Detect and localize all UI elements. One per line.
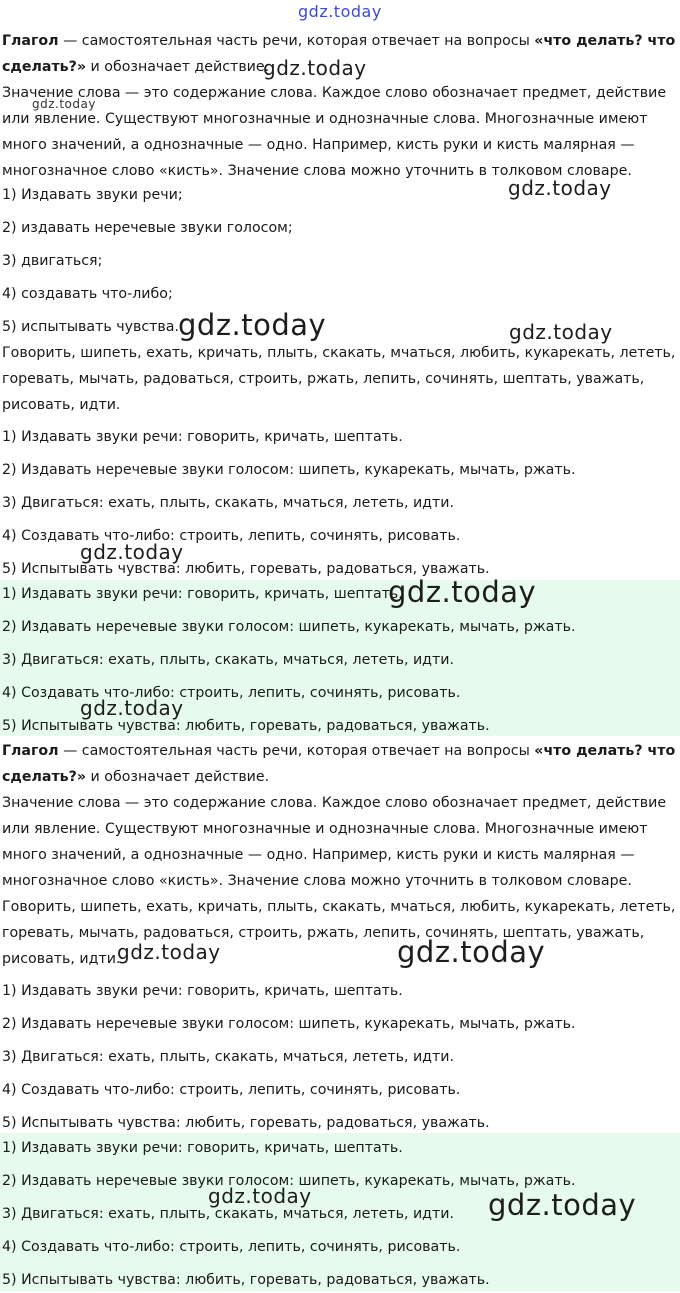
answer-item-highlighted: 3) Двигаться: ехать, плыть, скакать, мчаться, лететь, идти. bbox=[2, 652, 454, 668]
watermark-text: gdz.today bbox=[32, 97, 96, 111]
questions-bold: «что делать? что bbox=[534, 743, 676, 759]
paragraph-line: много значений, а однозначные — одно. Например, кисть руки и кисть малярная — bbox=[2, 137, 635, 153]
watermark-text: gdz.today bbox=[178, 308, 327, 342]
senses-list-item: 4) создавать что-либо; bbox=[2, 286, 173, 302]
paragraph-line: или явление. Существуют многозначные и однозначные слова. Многозначные имеют bbox=[2, 821, 648, 837]
answer-item: 2) Издавать неречевые звуки голосом: шипеть, кукарекать, мычать, ржать. bbox=[2, 1016, 576, 1032]
paragraph-line: многозначное слово «кисть». Значение слова можно уточнить в толковом словаре. bbox=[2, 163, 632, 179]
senses-list-item: 2) издавать неречевые звуки голосом; bbox=[2, 220, 293, 236]
answer-item-highlighted: 4) Создавать что-либо: строить, лепить, сочинять, рисовать. bbox=[2, 1239, 461, 1255]
paragraph-line: Значение слова — это содержание слова. Каждое слово обозначает предмет, действие bbox=[2, 795, 667, 811]
paragraph-line: или явление. Существуют многозначные и однозначные слова. Многозначные имеют bbox=[2, 111, 648, 127]
answer-item-highlighted: 1) Издавать звуки речи: говорить, кричать, шептать. bbox=[2, 1140, 403, 1156]
paragraph-line: рисовать, идти. bbox=[2, 951, 121, 967]
answer-item: 1) Издавать звуки речи: говорить, кричать, шептать. bbox=[2, 983, 403, 999]
answer-item-highlighted: 4) Создавать что-либо: строить, лепить, сочинять, рисовать. bbox=[2, 685, 461, 701]
answer-item: 4) Создавать что-либо: строить, лепить, сочинять, рисовать. bbox=[2, 528, 461, 544]
answer-item-highlighted: 1) Издавать звуки речи: говорить, кричать, шептать. bbox=[2, 586, 403, 602]
answer-item: 1) Издавать звуки речи: говорить, кричать, шептать. bbox=[2, 429, 403, 445]
paragraph-line: горевать, мычать, радоваться, строить, ржать, лепить, сочинять, шептать, уважать, bbox=[2, 371, 645, 387]
watermark-logo-top: gdz.today bbox=[298, 2, 382, 21]
watermark-text: gdz.today bbox=[488, 1188, 637, 1222]
paragraph-line: Значение слова — это содержание слова. Каждое слово обозначает предмет, действие bbox=[2, 85, 667, 101]
word-meaning-paragraph-2 bbox=[2, 790, 678, 894]
paragraph-line: многозначное слово «кисть». Значение слова можно уточнить в толковом словаре. bbox=[2, 873, 632, 889]
answer-item: 3) Двигаться: ехать, плыть, скакать, мчаться, лететь, идти. bbox=[2, 1049, 454, 1065]
questions-bold-cont: сделать?» bbox=[2, 59, 87, 75]
answer-item-highlighted: 2) Издавать неречевые звуки голосом: шипеть, кукарекать, мычать, ржать. bbox=[2, 1173, 576, 1189]
watermark-text: gdz.today bbox=[263, 56, 367, 80]
answer-item: 2) Издавать неречевые звуки голосом: шипеть, кукарекать, мычать, ржать. bbox=[2, 462, 576, 478]
answer-item: 5) Испытывать чувства: любить, горевать, радоваться, уважать. bbox=[2, 1115, 490, 1131]
answer-item-highlighted: 2) Издавать неречевые звуки голосом: шипеть, кукарекать, мычать, ржать. bbox=[2, 619, 576, 635]
verbs-paragraph-2 bbox=[2, 894, 678, 972]
questions-bold: «что делать? что bbox=[534, 33, 676, 49]
senses-list-item: 3) двигаться; bbox=[2, 253, 103, 269]
watermark-text: gdz.today bbox=[80, 540, 184, 564]
definition-text: — самостоятельная часть речи, которая отвечает на вопросы bbox=[58, 33, 535, 49]
watermark-text: gdz.today bbox=[80, 696, 184, 720]
paragraph-line: Говорить, шипеть, ехать, кричать, плыть, скакать, мчаться, любить, кукарекать, лететь, bbox=[2, 899, 676, 915]
answer-item-highlighted: 5) Испытывать чувства: любить, горевать, радоваться, уважать. bbox=[2, 718, 490, 734]
paragraph-line: много значений, а однозначные — одно. Например, кисть руки и кисть малярная — bbox=[2, 847, 635, 863]
senses-list-item: 5) испытывать чувства. bbox=[2, 319, 179, 335]
answer-item: 3) Двигаться: ехать, плыть, скакать, мчаться, лететь, идти. bbox=[2, 495, 454, 511]
term-verb-bold: Глагол bbox=[2, 743, 59, 759]
paragraph-line: Говорить, шипеть, ехать, кричать, плыть, скакать, мчаться, любить, кукарекать, лететь, bbox=[2, 345, 676, 361]
definition-text-end: и обозначает действие. bbox=[86, 769, 270, 785]
watermark-text: gdz.today bbox=[397, 935, 546, 969]
verb-definition-2 bbox=[2, 738, 678, 790]
verbs-paragraph-1 bbox=[2, 340, 678, 418]
paragraph-line: рисовать, идти. bbox=[2, 397, 121, 413]
watermark-text: gdz.today bbox=[208, 1184, 312, 1208]
answer-item-highlighted: 5) Испытывать чувства: любить, горевать, радоваться, уважать. bbox=[2, 1272, 490, 1288]
answer-item: 5) Испытывать чувства: любить, горевать, радоваться, уважать. bbox=[2, 561, 490, 577]
senses-list-item: 1) Издавать звуки речи; bbox=[2, 187, 183, 203]
definition-text: — самостоятельная часть речи, которая отвечает на вопросы bbox=[58, 743, 535, 759]
watermark-text: gdz.today bbox=[508, 176, 612, 200]
term-verb-bold: Глагол bbox=[2, 33, 59, 49]
watermark-text: gdz.today bbox=[509, 320, 613, 344]
paragraph-line: горевать, мычать, радоваться, строить, ржать, лепить, сочинять, шептать, уважать, bbox=[2, 925, 645, 941]
watermark-text: gdz.today bbox=[117, 940, 221, 964]
questions-bold-cont: сделать?» bbox=[2, 769, 87, 785]
definition-text-end: и обозначает действие. bbox=[86, 59, 270, 75]
answer-item-highlighted: 3) Двигаться: ехать, плыть, скакать, мчаться, лететь, идти. bbox=[2, 1206, 454, 1222]
word-meaning-paragraph-1 bbox=[2, 80, 678, 184]
answer-item: 4) Создавать что-либо: строить, лепить, сочинять, рисовать. bbox=[2, 1082, 461, 1098]
watermark-text: gdz.today bbox=[388, 575, 537, 609]
